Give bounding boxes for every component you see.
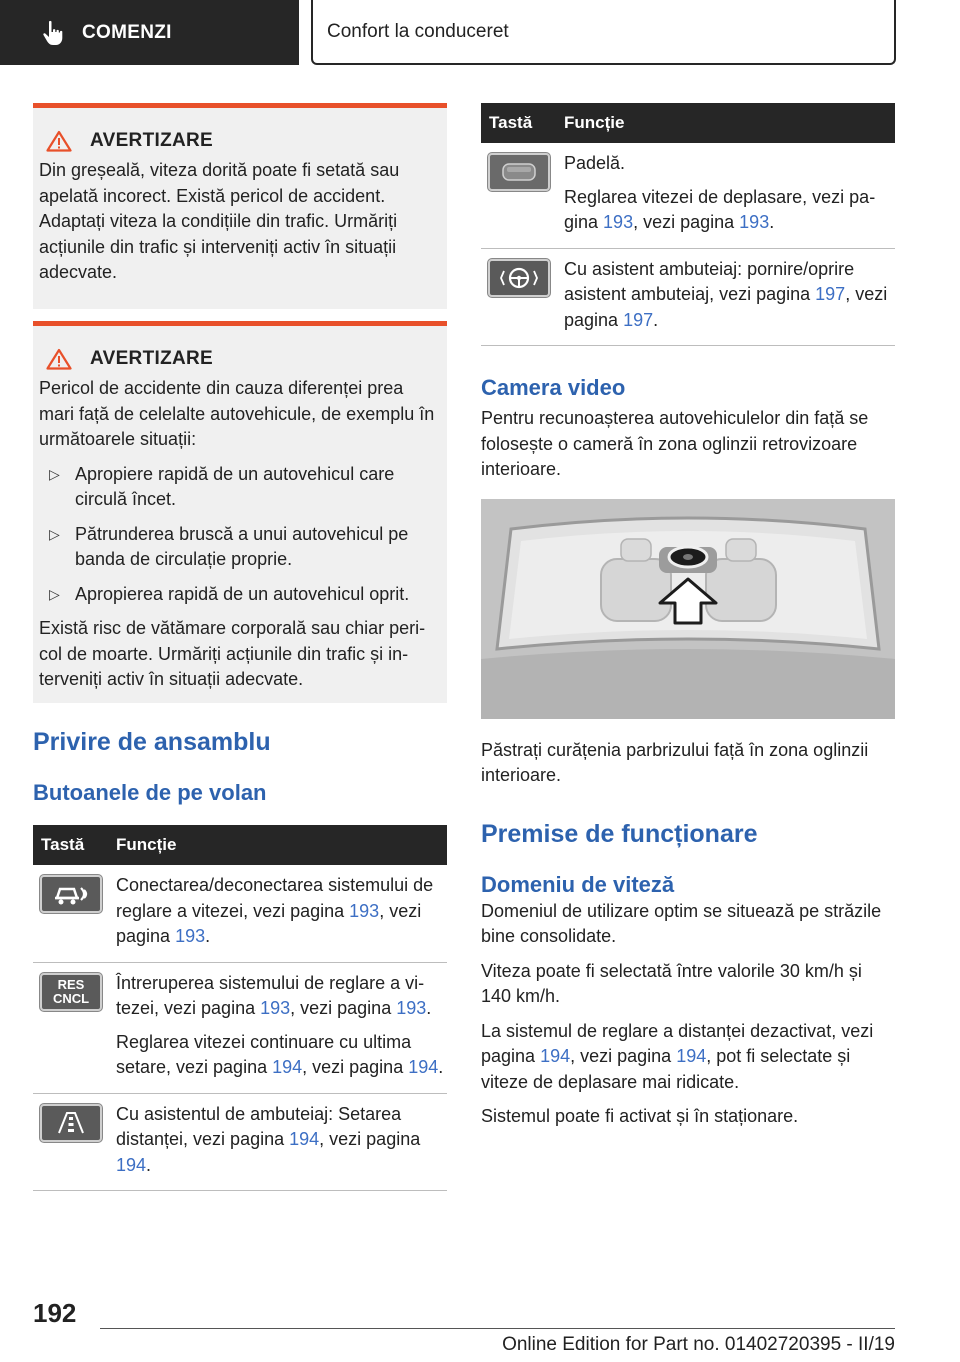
- page-link[interactable]: 194: [540, 1046, 571, 1066]
- cruise-control-button-icon: [40, 875, 102, 913]
- premise-text-2: Viteza poate fi selectată între valorile 30 km/h și 140 km/h.: [481, 960, 862, 1006]
- page-link[interactable]: 194: [676, 1046, 707, 1066]
- warning-box-2: [33, 321, 447, 703]
- footer-divider: [100, 1328, 895, 1329]
- page-link[interactable]: 193: [175, 926, 206, 946]
- warning-triangle-icon: [46, 348, 72, 370]
- page-link[interactable]: 193: [260, 998, 291, 1018]
- list-item: ▷ Apropierea rapidă de un autovehicul oprit.: [39, 582, 441, 608]
- table-row: RES CNCL Întreruperea sistemului de reglare a vitezei, vezi pagina 193, vezi pagina 193. Reglarea vitezei continuare cu ultima setare, vezi pagina 194, vezi pagina 194.: [33, 962, 447, 1093]
- warning-title: AVERTIZARE: [90, 130, 213, 151]
- page-link[interactable]: 193: [603, 212, 634, 232]
- section-heading-camera: Camera video: [481, 375, 626, 400]
- right-column: [481, 103, 895, 1130]
- triangle-bullet-icon: ▷: [49, 585, 60, 602]
- page-link[interactable]: 194: [408, 1057, 439, 1077]
- footer-edition: Online Edition for Part no. 01402720395 - II/19: [502, 1334, 895, 1355]
- camera-text: Pentru recunoașterea autovehiculelor din față se folosește o cameră în zona oglinzii retrovizoare interioare.: [481, 408, 869, 479]
- col-header-key: Tastă: [481, 103, 564, 143]
- windshield-camera-photo: [481, 499, 895, 719]
- page-number: 192: [33, 1298, 77, 1328]
- left-column: [33, 103, 447, 1191]
- table-header-row: [481, 103, 895, 143]
- warning-triangle-icon: [46, 130, 72, 152]
- section-heading-premise: Premise de funcționare: [481, 819, 758, 848]
- page-header: [0, 0, 960, 66]
- page-link[interactable]: 194: [289, 1129, 320, 1149]
- warning-title: AVERTIZARE: [90, 348, 213, 369]
- chapter-tab[interactable]: [0, 0, 299, 65]
- warning-text: Din greșeală, viteza dorită poate fi setată sau apelată incorect. Există pericol de accident. Adaptați viteza la condițiile din trafic. Urmăriți acțiunile din trafic și interveniți activ în situații adecvate.: [39, 160, 400, 282]
- table-row: Cu asistentul de ambuteiaj: Setarea distanței, vezi pagina 194, vezi pagina 194.: [33, 1093, 447, 1191]
- list-item: ▷ Apropiere rapidă de un autovehicul care circulă încet.: [39, 462, 441, 513]
- page-link[interactable]: 194: [116, 1154, 147, 1175]
- buttons-table-continued: [481, 103, 895, 346]
- table-header-row: [33, 825, 447, 865]
- warning-header: [46, 130, 441, 152]
- paddle-button-icon: [488, 153, 550, 191]
- list-item: ▷ Pătrunderea bruscă a unui autovehicul pe banda de circulație proprie.: [39, 522, 441, 573]
- page-link[interactable]: 197: [815, 284, 846, 304]
- warning-box-1: [33, 103, 447, 309]
- col-header-function: Funcție: [564, 103, 895, 143]
- premise-text-3: La sistemul de reglare a distanței dezactivat, vezi pagina 194, vezi pagina 194, pot fi selectate și viteze de deplasare mai ridicate.: [481, 1020, 874, 1092]
- page-link[interactable]: 197: [623, 309, 654, 330]
- table-row: Padelă. Reglarea vitezei de deplasare, vezi pagina 193, vezi pagina 193.: [481, 143, 895, 248]
- premise-text-1: Domeniul de utilizare optim se situează pe străzile bine consolidate.: [481, 900, 882, 946]
- table-row: Cu asistent ambuteiaj: pornire/oprire asistent ambuteiaj, vezi pagina 197, vezi pagina 197.: [481, 248, 895, 346]
- page-link[interactable]: 194: [272, 1057, 303, 1077]
- res-cncl-button-icon: RES CNCL: [40, 973, 102, 1011]
- section-heading: Privire de ansamblu: [33, 728, 271, 756]
- table-row: Conectarea/deconectarea sistemului de reglare a vitezei, vezi pagina 193, vezi pagina 193.: [33, 865, 447, 962]
- traffic-jam-assistant-button-icon: [488, 259, 550, 297]
- premise-text-4: Sistemul poate fi activat și în staționare.: [481, 1106, 799, 1126]
- distance-setting-button-icon: [40, 1104, 102, 1142]
- page-link[interactable]: 193: [396, 998, 427, 1018]
- page-link[interactable]: 193: [739, 212, 770, 232]
- chapter-title: COMENZI: [82, 21, 172, 43]
- warning-intro: Pericol de accidente din cauza diferenței prea mari față de celelalte autovehicule, de exemplu în următoarele situații:: [39, 378, 435, 449]
- buttons-table: [33, 825, 447, 1191]
- col-header-key: Tastă: [33, 825, 116, 865]
- triangle-bullet-icon: ▷: [49, 465, 60, 482]
- warning-header: [46, 348, 441, 370]
- section-title: Confort la conduceret: [327, 20, 509, 42]
- subsection-heading-speed: Domeniu de viteză: [481, 871, 675, 897]
- section-tab[interactable]: [311, 0, 896, 65]
- hand-pointer-icon: [40, 19, 68, 47]
- triangle-bullet-icon: ▷: [49, 525, 60, 542]
- col-header-function: Funcție: [116, 825, 447, 865]
- warning-outro: Există risc de vătămare corporală sau chiar pericol de moarte. Urmăriți acțiunile din trafic și interveniți activ în situații adecvate.: [39, 618, 426, 689]
- page-link[interactable]: 193: [349, 900, 380, 921]
- photo-caption: Păstrați curățenia parbrizului față în zona oglinzii interioare.: [481, 739, 869, 785]
- subsection-heading: Butoanele de pe volan: [33, 780, 267, 805]
